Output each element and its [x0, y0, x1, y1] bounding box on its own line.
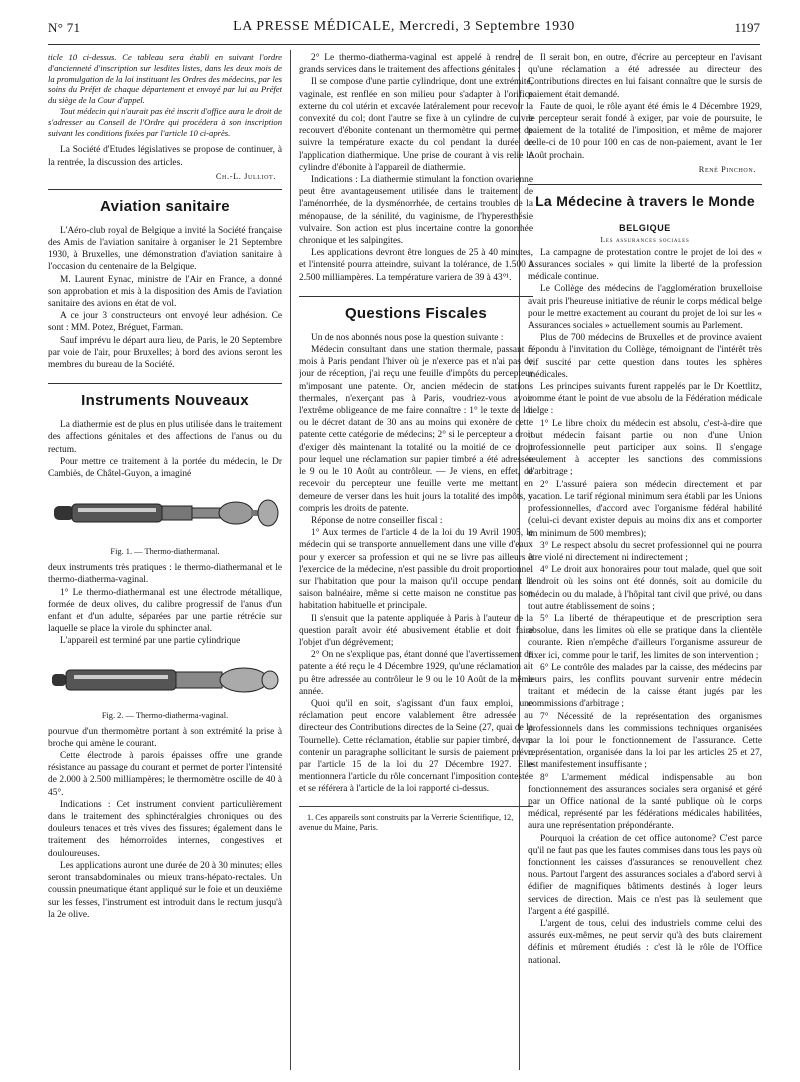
paragraph: Un de nos abonnés nous pose la question suivante :: [311, 332, 504, 343]
list-item: 4° Le droit aux honoraires pour tout malade, quel que soit l'endroit où les soins ont été donnés, soit au domicile du médecin ou du malade, à l'hôpital tant civil que privé, ou dans tout autre établissement de soins ;: [528, 565, 762, 612]
paragraph: La diathermie est de plus en plus utilisée dans le traitement des affections génitales et des affections de l'anus ou du rectum.: [48, 420, 282, 455]
paragraph: La Société d'Etudes législatives se propose de continuer, à la rentrée, la discussion des articles.: [48, 145, 282, 168]
paragraph: Tout médecin qui n'aurait pas été inscrit d'office aura le droit de s'adresser au Conseil de l'Ordre qui procédera à son inscription suivant les conditions fixées par l'article 10 ci-après.: [48, 105, 282, 138]
figure-thermo-diathermanal: [48, 484, 282, 544]
paragraph: M. Laurent Eynac, ministre de l'Air en France, a donné son approbation et mis à la disposition des Amis de l'aviation sanitaire des avions en état de vol.: [48, 274, 282, 309]
section-title: Instruments Nouveaux: [81, 392, 249, 410]
list-item: 8° L'armement médical indispensable au bon fonctionnement des assurances sociales sera organisé et géré par un Office national de la santé publique où le corps médical, représenté par les fédérations médicales habilitées, aura une représentation prépondérante.: [528, 772, 762, 832]
paragraph: Indications : La diathermie stimulant la fonction ovarienne peut être avantageusement utilisée dans le traitement de l'aménorrhée, de la dysménorrhée, de certains troubles de la ménopause, de la sénilité, du vaginisme, de l'hyperesthésie vulvaire. Son action est plus incertaine contre la gonorrhée chronique et les salpingites.: [299, 175, 533, 247]
paragraph: deux instruments très pratiques : le thermo-diathermanal et le thermo-diatherma-vaginal.: [48, 563, 282, 586]
author-signature: Ch.-L. Julliot.: [215, 171, 276, 181]
paragraph: Médecin consultant dans une station thermale, passant 5 mois à Paris pendant l'hiver où je n'exerce pas et n'ai pas de jour de réception, j'ai reçu une feuille d'impôts du percepteur m'imposant une patente. Or, ancien médecin de stations thermales, n'exerçant pas à Paris, voudriez-vous avoir l'extrême obligeance de me faire connaître : 1° le texte de loi ou le décret datant de 30 ans au moins qui exonère de cette patente cette catégorie de médecins; 2° si le percepteur a droit d'exiger dès maintenant la totalité ou la moitié de ce droit pour lequel une réclamation sur papier timbré a été adressée le 9 ou le 10 Août au contrôleur. — Je viens, en effet, de recevoir du percepteur une feuille verte me mettant en demeure de verser dans les huit jours la totalité des impôts, y compris les droits de patente.: [299, 345, 533, 514]
paragraph: 1° Le thermo-diathermanal est une électrode métallique, formée de deux olives, du calibre progressif de l'anus d'un enfant et d'un adulte, séparées par une partie rétrécie sur laquelle se place la virole du sphincter anal.: [48, 587, 282, 635]
section-title: Aviation sanitaire: [100, 197, 230, 215]
paragraph: Les applications devront être longues de 25 à 40 minutes, et l'intensité pourra atteindre, suivant la tolérance, de 1.500 à 2.500 milliampères. La température variera de 39 à 43°¹.: [299, 248, 533, 283]
country-heading: BELGIQUE: [619, 222, 671, 233]
issue-number: N° 71: [48, 20, 81, 35]
section-title: Questions Fiscales: [344, 304, 488, 322]
journal-title: LA PRESSE MÉDICALE, Mercredi, 3 Septembre 1930: [233, 19, 575, 34]
paragraph: Il serait bon, en outre, d'écrire au percepteur en l'avisant qu'une réclamation a été adressée au directeur des Contributions directes en lui faisant connaître que le sursis de paiement était demandé.: [528, 53, 762, 100]
section-title: La Médecine à travers le Monde: [535, 192, 755, 209]
list-item: 3° Le respect absolu du secret professionnel qui ne pourra être violé ni directement ni indirectement ;: [528, 540, 762, 563]
paragraph: Quoi qu'il en soit, s'agissant d'un faux emploi, une réclamation peut encore valablement être adressée au directeur des Contributions directes de la Seine (27, quai de la Tournelle). Cette réclamation, établie sur papier timbré, devra contenir un paragraphe sollicitant le sursis de paiement prévu par l'article 15 de la loi du 27 Décembre 1927. Elle mentionnera l'article du rôle concernant l'imposition contestée et se référera à l'article de la loi rapporté ci-dessus.: [299, 698, 533, 795]
list-item: 7° Nécessité de la représentation des organismes professionnels dans les commissions techniques organisées par la loi pour le fonctionnement de l'assurance. Cette représentation, organisée dans la loi par les articles 25 et 27, est manifestement insuffisante ;: [528, 711, 762, 771]
thermo-diathermanal-illustration: [48, 484, 282, 544]
page-header: [48, 20, 760, 42]
paragraph: 2° On ne s'explique pas, étant donné que l'avertissement de patente a été reçu le 4 Décembre 1929, qu'une réclamation ait pu être adressée au contrôleur le 9 ou le 10 Août de la même année.: [299, 650, 533, 697]
paragraph: Pourquoi la création de cet office autonome? C'est parce qu'il ne faut pas que les fautes commises dans tous les pays où fonctionnent les caisses d'assurances se renouvellent chez nous. Partout l'argent des assurances sociales a d'abord servi à édifier de magnifiques bâtiments destinés à loger leurs services de direction. Mais ce n'est pas là seulement que l'argent a été gaspillé.: [528, 833, 762, 917]
paragraph: L'argent de tous, celui des industriels comme celui des assurés eux-mêmes, ne peut servir qu'à des buts clairement définis et mûrement étudiés : c'est là le rôle de l'Office national.: [528, 919, 762, 966]
column-right: [528, 52, 762, 1062]
paragraph: Il s'ensuit que la patente appliquée à Paris à l'auteur de la question paraît avoir été abusivement établie et doit faire l'objet d'un dégrèvement;: [299, 613, 533, 648]
page-number: 1197: [734, 20, 760, 35]
column-divider: [290, 50, 291, 1070]
author-signature: René Pinchon.: [698, 164, 756, 174]
figure-caption: Fig. 1. — Thermo-diathermanal.: [110, 547, 220, 557]
column-middle: [299, 52, 533, 1062]
paragraph: Le Collège des médecins de l'agglomération bruxelloise avait pris l'heureuse initiative de réunir le corps médical belge pour le mettre exactement au courant du projet de loi sur les « Assurances sociales » actuellement soumis au Parlement.: [528, 284, 762, 332]
list-item: 2° L'assuré paiera son médecin directement et par vacation. Le tarif régional minimum sera établi par les Unions professionnelles, d'accord avec l'organisme fédéral habilité (celui-ci devant exister depuis au moins dix ans et comporter un minimum de 500 membres);: [528, 479, 762, 539]
list-item: 1° Le libre choix du médecin est absolu, c'est-à-dire que tout médecin faisant partie ou non d'une Union professionnelle peut participer aux soins. Il s'engage seulement à accepter les sanctions des commissions d'arbitrage ;: [528, 418, 762, 478]
list-item: 6° Le contrôle des malades par la caisse, des médecins par leurs pairs, les conflits pouvant survenir entre médecin traitant et médecin de la caisse étant jugés par les commissions d'arbitrage ;: [528, 662, 762, 710]
paragraph: Indications : Cet instrument convient particulièrement dans le traitement des sphinctéralgies chroniques ou des douleurs tenaces et très vives des fissures; également dans le traitement des hémorroïdes internes, congestives et douloureuses.: [48, 799, 282, 859]
paragraph: Sauf imprévu le départ aura lieu, de Paris, le 20 Septembre par voie de l'air, pour Bruxelles; à bord des avions seront les membres du bureau de la Société.: [48, 335, 282, 371]
thermo-diatherma-vaginal-illustration: [48, 652, 282, 708]
paragraph: Faute de quoi, le rôle ayant été émis le 4 Décembre 1929, le percepteur serait fondé à exiger, par voie de poursuite, le paiement de la totalité de l'imposition, et même de majorer celle-ci de 10 pour 100 en cas de non-paiement, avant le 1er Août prochain.: [528, 101, 762, 161]
paragraph: 2° Le thermo-diatherma-vaginal est appelé à rendre de grands services dans le traitement des affections génitales :: [299, 53, 533, 76]
column-left: [48, 52, 282, 1062]
paragraph: Pour mettre ce traitement à la portée du médecin, le Dr Cambiès, de Châtel-Guyon, a imaginé: [48, 456, 282, 480]
paragraph: L'Aéro-club royal de Belgique a invité la Société française des Amis de l'aviation sanitaire à organiser le 21 Septembre 1930, à Bruxelles, une démonstration d'aviation sanitaire à l'occasion du centenaire de la Belgique.: [48, 225, 282, 273]
paragraph: L'appareil est terminé par une partie cylindrique: [60, 636, 241, 647]
list-item: 5° La liberté de thérapeutique et de prescription sera absolue, dans les limites où elle se pratique dans la clientèle courante. Rien n'empêche d'ailleurs l'organisme assureur de fixer ici, comme pour le tarif, les limites de son intervention ;: [528, 613, 762, 661]
paragraph: Réponse de notre conseiller fiscal :: [311, 515, 443, 526]
header-rule: [48, 44, 760, 45]
subsection-heading: Les assurances sociales: [600, 234, 690, 244]
paragraph: Les principes suivants furent rappelés par le Dr Koettlitz, comme étant le point de vue absolu de la Fédération médicale belge :: [528, 382, 762, 417]
paragraph: Les applications auront une durée de 20 à 30 minutes; elles seront transabdominales ou mieux trans-hépato-rectales. Un coussin pneumatique étant appliqué sur le foie et un deuxième sur les fesses, l'instrument est introduit dans le rectum jusqu'à la 2e olive.: [48, 860, 282, 920]
paragraph: pourvue d'un thermomètre portant à son extrémité la prise à broche qui amène le courant.: [48, 726, 282, 749]
figure-thermo-diatherma-vaginal: [48, 652, 282, 708]
paragraph: Cette électrode à parois épaisses offre une grande résistance au passage du courant et permet de porter l'intensité de 2.000 à 2.500 milliampères; le thermomètre oscille de 40 à 45°.: [48, 751, 282, 798]
paragraph: 1° Aux termes de l'article 4 de la loi du 19 Avril 1905, le médecin qui se transporte annuellement dans une ville d'eaux pour y exercer sa profession et qui ne se livre pas ailleurs à l'exercice de la médecine, n'est passible du droit proportionnel sur l'habitation que pour la maison qu'il occupe pendant la saison balnéaire, même si cette maison ne constitue pas son habitation habituelle et principale.: [299, 528, 533, 612]
figure-caption: Fig. 2. — Thermo-diatherma-vaginal.: [101, 710, 229, 720]
paragraph: Plus de 700 médecins de Bruxelles et de province avaient répondu à l'invitation du Collège, témoignant de l'intérêt très vif suscité par cette question dans toutes les sphères médicales.: [528, 333, 762, 380]
paragraph: ticle 10 ci-dessus. Ce tableau sera établi en suivant l'ordre d'ancienneté d'inscription sur lesdites listes, dans les deux mois de la promulgation de la loi instituant les Ordres des médecins, par les soins du Préfet de chaque département et envoyé par lui au Préfet du siège de la Cour d'appel.: [48, 52, 282, 106]
paragraph: La campagne de protestation contre le projet de loi des « Assurances sociales » qui limite la liberté de la profession médicale continue.: [528, 247, 762, 283]
paragraph: Il se compose d'une partie cylindrique, dont une extrémité, vaginale, est renflée en son milieu pour s'adapter à l'orifice externe du col utérin et excavée latéralement pour recevoir la convexité du col; dont l'autre se fixe à un cylindre de cuivre recouvert d'ébonite contenant un thermomètre qui permet de suivre la température exacte du col pendant la durée de l'application diathermique. Une prise de courant à vis relie le cylindre d'ébonite à l'appareil de diathermie.: [299, 77, 533, 173]
paragraph: A ce jour 3 constructeurs ont envoyé leur adhésion. Ce sont : MM. Potez, Bréguet, Farman.: [48, 311, 282, 334]
footnote: 1. Ces appareils sont construits par la Verrerie Scientifique, 12, avenue du Maine, Paris.: [299, 806, 533, 834]
